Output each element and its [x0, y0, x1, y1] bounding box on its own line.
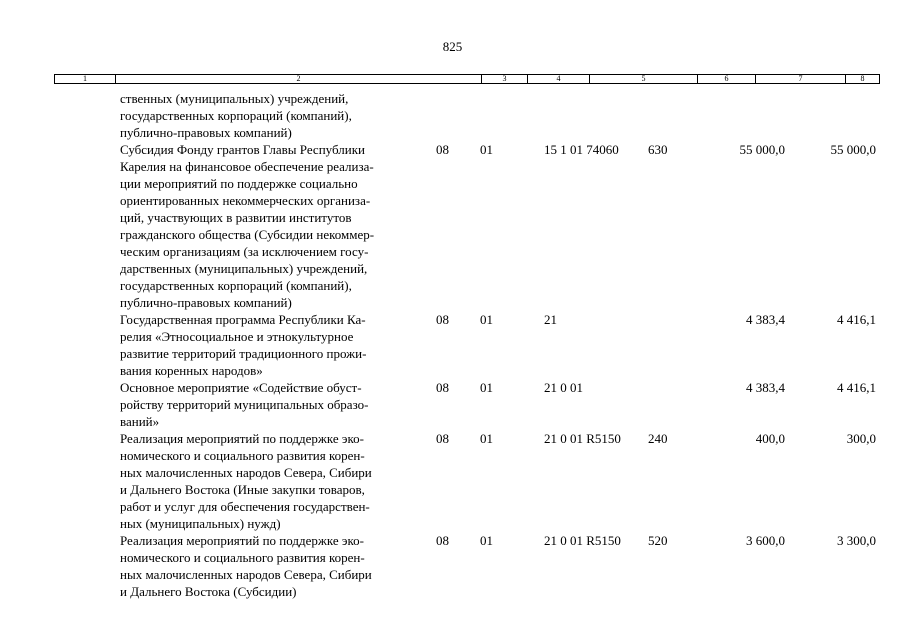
description-line: Государственная программа Республики Ка- [120, 312, 366, 327]
amount-year-2: 3 300,0 [837, 533, 876, 548]
row-description [120, 379, 420, 430]
row-description [120, 311, 420, 379]
description-line: Карелия на финансовое обеспечение реализа- [120, 159, 374, 174]
description-line: государственных корпораций (компаний), [120, 108, 352, 123]
section-code: 08 [436, 380, 449, 395]
description-line: государственных корпораций (компаний), [120, 278, 352, 293]
column-header-4: 4 [527, 75, 589, 83]
section-code: 08 [436, 431, 449, 446]
column-header-7: 7 [755, 75, 845, 83]
table-row [0, 532, 905, 600]
table-row [0, 379, 905, 430]
target-article-code: 15 1 01 74060 [544, 142, 619, 157]
target-article-code: 21 0 01 [544, 380, 583, 395]
target-article-code: 21 [544, 312, 557, 327]
description-line: ции мероприятий по поддержке социально [120, 176, 358, 191]
subsection-code: 01 [480, 431, 493, 446]
subsection-code: 01 [480, 312, 493, 327]
row-description [120, 141, 420, 311]
row-description [120, 90, 420, 141]
table-row [0, 90, 905, 141]
table-body [0, 90, 905, 600]
description-line: ных (муниципальных) нужд) [120, 516, 281, 531]
description-line: гражданского общества (Субсидии некоммер- [120, 227, 375, 242]
expense-type-code: 240 [648, 431, 668, 446]
description-line: Субсидия Фонду грантов Главы Республики [120, 142, 366, 157]
description-line: Реализация мероприятий по поддержке эко- [120, 431, 364, 446]
table-column-header [54, 74, 880, 84]
column-header-3: 3 [481, 75, 527, 83]
description-line: Основное мероприятие «Содействие обуст- [120, 380, 362, 395]
amount-year-1: 55 000,0 [739, 142, 785, 157]
amount-year-2: 55 000,0 [830, 142, 876, 157]
description-line: вания коренных народов» [120, 363, 263, 378]
description-line: ных малочисленных народов Севера, Сибири [120, 465, 372, 480]
row-description [120, 430, 420, 532]
amount-year-1: 4 383,4 [746, 380, 785, 395]
amount-year-2: 300,0 [846, 431, 876, 446]
table-row [0, 311, 905, 379]
description-line: ориентированных некоммерческих организа- [120, 193, 371, 208]
description-line: ройству территорий муниципальных образо- [120, 397, 369, 412]
description-line: дарственных (муниципальных) учреждений, [120, 261, 368, 276]
description-line: ваний» [120, 414, 160, 429]
description-line: номического и социального развития корен- [120, 550, 365, 565]
expense-type-code: 520 [648, 533, 668, 548]
subsection-code: 01 [480, 533, 493, 548]
description-line: работ и услуг для обеспечения государствен- [120, 499, 370, 514]
description-line: публично-правовых компаний) [120, 125, 292, 140]
amount-year-1: 3 600,0 [746, 533, 785, 548]
column-header-2: 2 [115, 75, 481, 83]
subsection-code: 01 [480, 142, 493, 157]
amount-year-2: 4 416,1 [837, 312, 876, 327]
description-line: публично-правовых компаний) [120, 295, 292, 310]
row-description [120, 532, 420, 600]
description-line: ческим организациям (за исключением госу- [120, 244, 369, 259]
description-line: номического и социального развития корен- [120, 448, 365, 463]
section-code: 08 [436, 533, 449, 548]
description-line: ных малочисленных народов Севера, Сибири [120, 567, 372, 582]
table-row [0, 141, 905, 311]
column-header-5: 5 [589, 75, 697, 83]
amount-year-1: 400,0 [755, 431, 785, 446]
section-code: 08 [436, 142, 449, 157]
amount-year-1: 4 383,4 [746, 312, 785, 327]
column-header-6: 6 [697, 75, 755, 83]
page-number: 825 [442, 39, 463, 54]
target-article-code: 21 0 01 R5150 [544, 431, 621, 446]
description-line: развитие территорий традиционного прожи- [120, 346, 367, 361]
column-header-8: 8 [845, 75, 879, 83]
description-line: и Дальнего Востока (Субсидии) [120, 584, 297, 599]
description-line: и Дальнего Востока (Иные закупки товаров, [120, 482, 365, 497]
description-line: Реализация мероприятий по поддержке эко- [120, 533, 364, 548]
description-line: ций, участвующих в развитии институтов [120, 210, 352, 225]
expense-type-code: 630 [648, 142, 668, 157]
table-row [0, 430, 905, 532]
subsection-code: 01 [480, 380, 493, 395]
description-line: ственных (муниципальных) учреждений, [120, 91, 349, 106]
column-header-1: 1 [83, 74, 87, 83]
section-code: 08 [436, 312, 449, 327]
amount-year-2: 4 416,1 [837, 380, 876, 395]
description-line: релия «Этносоциальное и этнокультурное [120, 329, 354, 344]
target-article-code: 21 0 01 R5150 [544, 533, 621, 548]
